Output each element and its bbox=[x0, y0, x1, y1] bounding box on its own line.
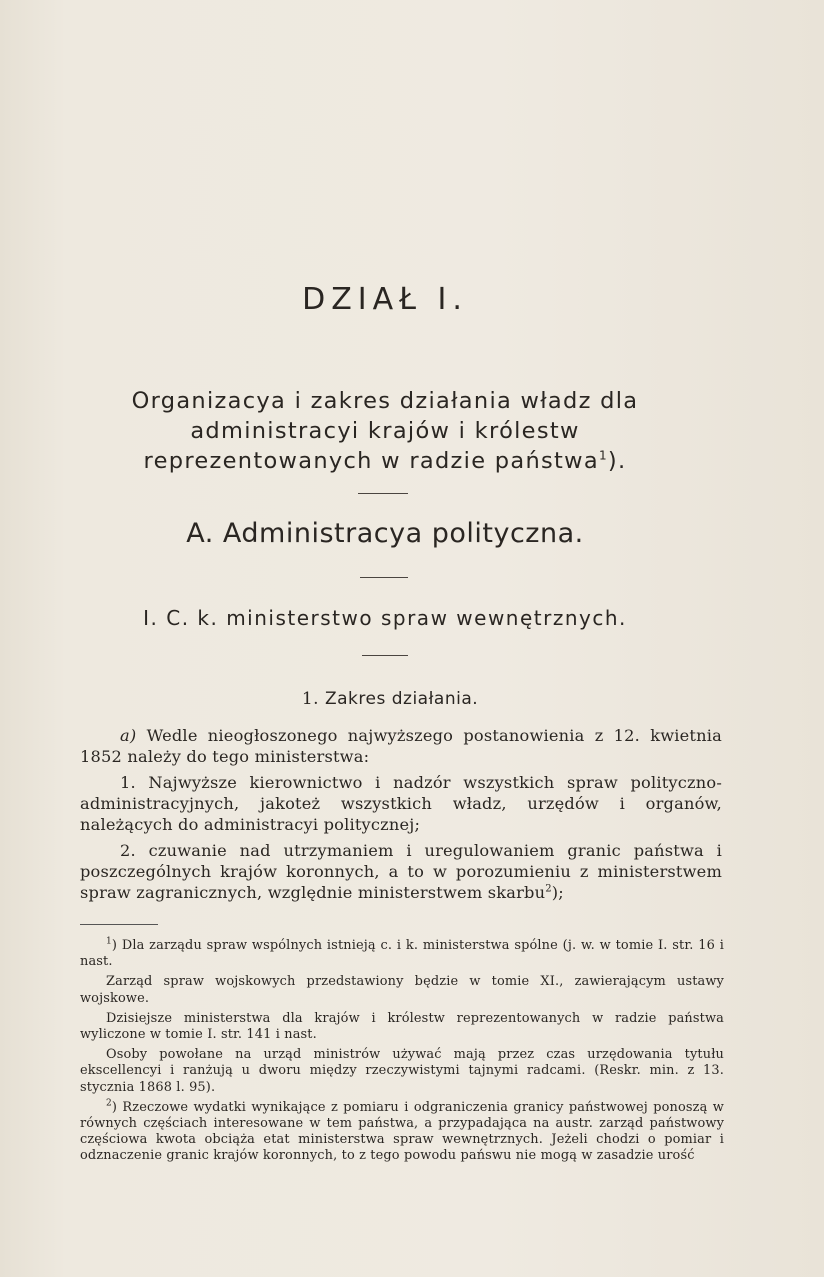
scope-heading-title: Zakres działania. bbox=[324, 689, 479, 709]
divider-rule bbox=[358, 493, 408, 494]
subsection-i-title: I. C. k. ministerstwo spraw wewnętrznych. bbox=[143, 606, 627, 630]
body-text bbox=[80, 725, 722, 903]
footnote-separator bbox=[80, 924, 158, 925]
footnote-2: $^2$) Rzeczowe wydatki wynikające z pomiaru i odgraniczenia granicy państwowej ponoszą w równych częściach interesowane w tem państwa, a przypadająca na austr. zarząd państwowy częściowa kwota obciąża etat ministerstwa spraw wewnętrznych. Jeżeli chodzi o pomiar i odznaczenie granic krajów koronnych, to z tego powodu pańswu nie mogą w zasadzie urość bbox=[80, 1098, 724, 1164]
footnote-mark: 2 bbox=[545, 883, 552, 895]
paragraph-label: a) bbox=[120, 726, 137, 745]
footnote-1-cont: Zarząd spraw wojskowych przedstawiony będzie w tomie XI., zawierającym ustawy wojskowe. bbox=[80, 974, 724, 1006]
paragraph-2: 2. czuwanie nad utrzymaniem i uregulowaniem granic państwa i poszczególnych krajów koronnych, a to w porozumieniu z ministerstwem spraw zagranicznych, względnie ministerstwem skarbu$^2$); bbox=[80, 841, 722, 902]
section-title-line-3: reprezentowanych w radzie państwa$^1$). bbox=[143, 448, 627, 474]
section-title bbox=[60, 386, 710, 476]
divider-rule bbox=[362, 655, 408, 656]
section-title-line-2: administracyi krajów i królestw bbox=[190, 418, 580, 444]
scope-heading bbox=[0, 689, 780, 709]
section-title-line-1: Organizacya i zakres działania władz dla bbox=[131, 388, 639, 414]
scope-heading-number: 1. bbox=[301, 689, 320, 709]
footnote-1: $^1$) Dla zarządu spraw wspólnych istnieją c. i k. ministerstwa spólne (j. w. w tomie I. str. 16 i nast. bbox=[80, 936, 724, 970]
footnote-1-cont: Osoby powołane na urząd ministrów używać mają przez czas urzędowania tytułu ekscellencyi i ranżują u dworu między rzeczywistymi tajnymi radcami. (Reskr. min. z 13. stycznia 1868 l. 95). bbox=[80, 1047, 724, 1095]
footnotes bbox=[80, 938, 724, 1169]
part-title: DZIAŁ I. bbox=[302, 282, 468, 317]
subsection-a-title: A. Administracya polityczna. bbox=[186, 518, 584, 549]
footnote-1-cont: Dzisiejsze ministerstwa dla krajów i królestw reprezentowanych w radzie państwa wyliczone w tomie I. str. 141 i nast. bbox=[80, 1010, 724, 1043]
paragraph-a: a) Wedle nieogłoszonego najwyższego postanowienia z 12. kwietnia 1852 należy do tego ministerstwa: bbox=[80, 726, 722, 766]
divider-rule bbox=[360, 577, 408, 578]
footnote-mark: 1 bbox=[598, 448, 608, 463]
paragraph-1: 1. Najwyższe kierownictwo i nadzór wszystkich spraw polityczno-administracyjnych, jakoteż wszystkich władz, urzędów i organów, należących do administracyi politycznej; bbox=[80, 773, 722, 834]
